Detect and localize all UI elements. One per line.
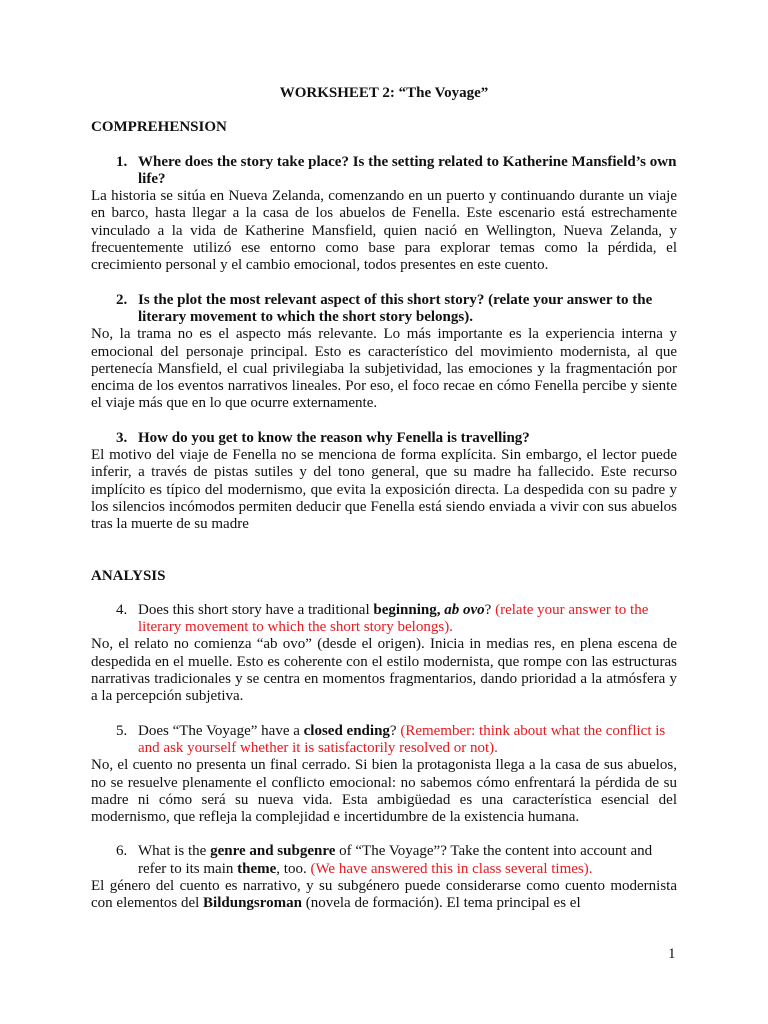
answer-text-part: (novela de formación). El tema principal es el [301,895,581,912]
question-number: 4. [116,601,128,618]
question-text-part: ? [484,601,496,618]
question-text-part: of “The Voyage”? Take the content into account and refer to its main [138,843,653,877]
question-number: 2. [116,291,128,308]
question-text: Is the plot the most relevant aspect of this short story? (relate your answer to the literary movement to which the short story belongs). [138,291,653,325]
question-instruction: (Remember: think about what the conflict is and ask yourself whether it is satisfactorily resolved or not). [138,722,666,756]
question-3 [91,430,677,447]
question-4 [91,602,677,637]
question-number: 6. [116,843,128,860]
answer-5: No, el cuento no presenta un final cerrado. Si bien la protagonista llega a la casa de sus abuelos, no se resuelve plenamente el conflicto emocional: no sabemos cómo enfrentará la pérdida de su madre ni cómo será su nueva vida. Esta ambigüedad es una característica esencial del modernismo, que refleja la complejidad e incertidumbre de la existencia humana. [91,757,677,826]
question-text: Where does the story take place? Is the setting related to Katherine Mansfield’s own life? [138,153,677,187]
question-text [138,723,677,758]
section-heading-comprehension: COMPREHENSION [91,119,227,136]
question-text-part: What is the [138,843,211,860]
question-text [138,843,677,878]
page-number: 1 [668,946,676,962]
section-heading-analysis: ANALYSIS [91,567,166,584]
answer-keyword: Bildungsroman [203,895,302,912]
question-text-part: , too. [276,860,311,877]
question-text [138,602,677,637]
question-keyword-latin: ab ovo [444,601,485,618]
question-1 [91,154,677,189]
question-text-part: Does this short story have a traditional [138,601,374,618]
question-number: 3. [116,429,128,446]
question-text-part: ? [389,722,401,739]
question-text-part: Does “The Voyage” have a [138,722,304,739]
answer-4: No, el relato no comienza “ab ovo” (desde el origen). Inicia in medias res, en plena escena de despedida en el muelle. Esto es coherente con el estilo modernista, que rompe con las estructuras narrativas tradicionales y se centra en momentos fragmentarios, dando prioridad a la atmósfera y a la percepción subjetiva. [91,636,677,705]
worksheet-title: WORKSHEET 2: “The Voyage” [279,85,489,101]
question-5 [91,723,677,758]
question-number: 1. [116,153,128,170]
answer-6 [91,878,677,913]
question-2 [91,292,677,327]
answer-3: El motivo del viaje de Fenella no se menciona de forma explícita. Sin embargo, el lector puede inferir, a través de pistas sutiles y del tono general, que su madre ha fallecido. Este recurso implícito es típico del modernismo, que evita la exposición directa. La despedida con su padre y los silencios incómodos permiten deducir que Fenella está siendo enviada a vivir con sus abuelos tras la muerte de su madre [91,447,677,533]
question-keyword: closed ending [303,722,390,739]
question-keyword: theme [237,860,277,877]
worksheet-body [91,85,677,913]
answer-1: La historia se sitúa en Nueva Zelanda, comenzando en un puerto y continuando durante un viaje en barco, hasta llegar a la casa de los abuelos de Fenella. Este escenario está estrechamente vinculado a la vida de Katherine Mansfield, quien nació en Wellington, Nueva Zelanda, y frecuentemente utilizó ese entorno como base para explorar temas como la pérdida, el crecimiento personal y el cambio emocional, todos presentes en este cuento. [91,188,677,274]
question-instruction: (relate your answer to the literary movement to which the short story belongs). [138,601,649,636]
question-instruction: (We have answered this in class several times). [310,860,593,877]
question-keyword: genre and subgenre [210,843,336,860]
question-keyword: beginning, [373,601,441,618]
question-6 [91,843,677,878]
question-text: How do you get to know the reason why Fenella is travelling? [138,429,530,446]
question-number: 5. [116,722,128,739]
answer-2: No, la trama no es el aspecto más relevante. Lo más importante es la experiencia interna y emocional del personaje principal. Esto es característico del movimiento modernista, al que pertenecía Mansfield, el cual privilegiaba la subjetividad, las emociones y la fragmentación por encima de los eventos narrativos lineales. Por eso, el foco recae en cómo Fenella percibe y siente el viaje más que en lo que ocurre externamente. [91,326,677,412]
answer-text-part: El género del cuento es narrativo, y su subgénero puede considerarse como cuento modernista con elementos del [91,877,677,912]
